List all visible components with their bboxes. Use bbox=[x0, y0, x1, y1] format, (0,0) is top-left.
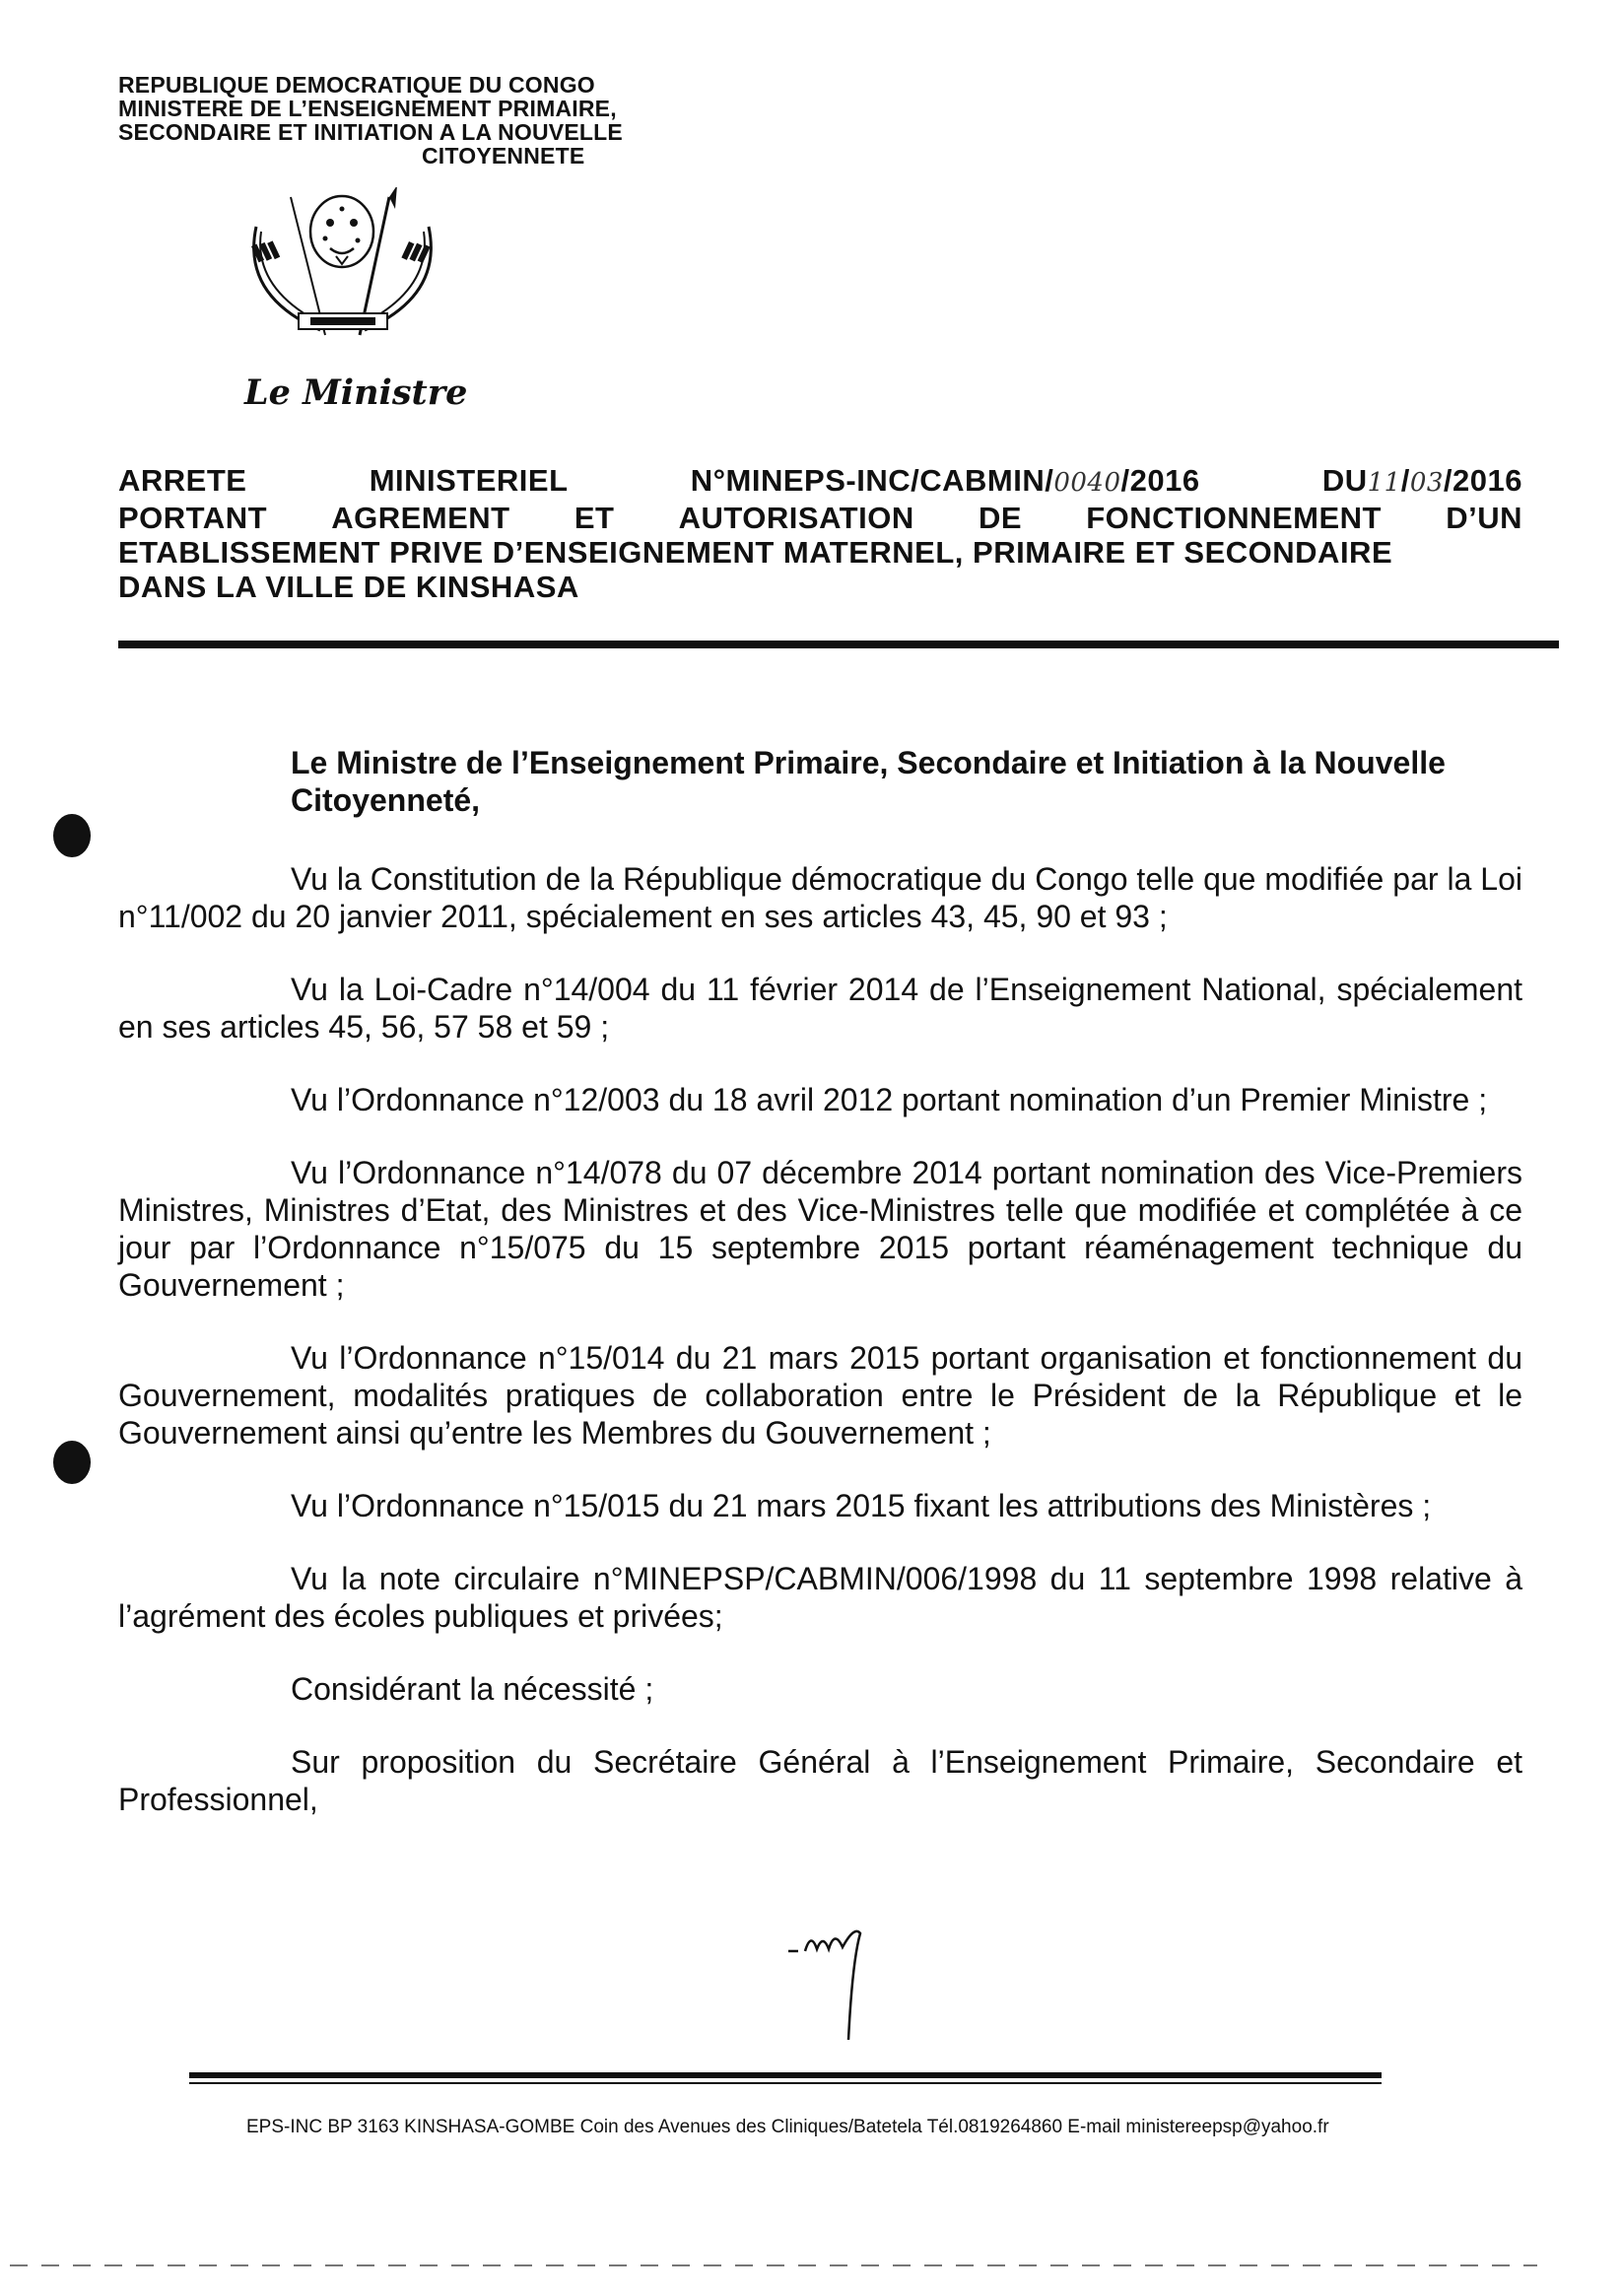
handwritten-number: 0040 bbox=[1053, 468, 1121, 498]
recital-paragraph: Vu la Loi-Cadre n°14/004 du 11 février 2014 de l’Enseignement National, spécialement en ses articles 45, 56, 57 58 et 59 ; bbox=[118, 972, 1522, 1045]
decree-number: N°MINEPS-INC/CABMIN/0040/2016 bbox=[690, 463, 1200, 498]
coat-of-arms-emblem bbox=[232, 187, 458, 355]
recital-paragraph: Vu l’Ordonnance n°12/003 du 18 avril 2012 portant nomination d’un Premier Ministre ; bbox=[291, 1082, 1488, 1117]
ministry-header bbox=[118, 73, 690, 168]
handwritten-initials bbox=[783, 1922, 882, 2050]
handwritten-month: 03 bbox=[1409, 468, 1444, 498]
header-line-country: REPUBLIQUE DEMOCRATIQUE DU CONGO bbox=[118, 72, 595, 98]
recital-paragraph: Vu l’Ordonnance n°15/015 du 21 mars 2015 fixant les attributions des Ministères ; bbox=[291, 1488, 1432, 1523]
recital-paragraph: Vu l’Ordonnance n°15/014 du 21 mars 2015 portant organisation et fonctionnement du Gouvernement, modalités pratiques de collaboration entre le Président de la République et le Gouvernement ainsi qu’entre les Membres du Gouvernement ; bbox=[118, 1340, 1522, 1451]
decree-date: DU11/03/2016 bbox=[1321, 463, 1522, 498]
recital-paragraph: Vu l’Ordonnance n°14/078 du 07 décembre 2014 portant nomination des Vice-Premiers Ministres, Ministres d’Etat, des Ministres et des Vice-Ministres telle que modifiée et complétée à ce jour par l’Ordonnance n°15/075 du 15 septembre 2015 portant réaménagement technique du Gouvernement ; bbox=[118, 1155, 1522, 1303]
title-word: ARRETE bbox=[118, 463, 247, 498]
footer-contact: EPS-INC BP 3163 KINSHASA-GOMBE Coin des Avenues des Cliniques/Batetela Tél.0819264860 E-mail ministereepsp@yahoo.fr bbox=[246, 2117, 1329, 2137]
title-word: MINISTERIEL bbox=[369, 463, 569, 498]
recital-paragraph: Vu la Constitution de la République démocratique du Congo telle que modifiée par la Loi n°11/002 du 20 janvier 2011, spécialement en ses articles 43, 45, 90 et 93 ; bbox=[118, 861, 1522, 934]
title-word: PORTANT bbox=[118, 501, 268, 535]
recital-paragraph: Vu la note circulaire n°MINEPSP/CABMIN/006/1998 du 11 septembre 1998 relative à l’agrément des écoles publiques et privées; bbox=[118, 1561, 1522, 1634]
minister-intro: Le Ministre de l’Enseignement Primaire, Secondaire et Initiation à la Nouvelle Citoyenneté, bbox=[291, 745, 1446, 818]
punch-hole-mark bbox=[53, 814, 91, 857]
title-line-4: DANS LA VILLE DE KINSHASA bbox=[118, 570, 579, 604]
minister-signature-title: Le Ministre bbox=[244, 372, 468, 413]
footer-rule-thin bbox=[189, 2082, 1382, 2084]
title-word: ET bbox=[574, 501, 615, 535]
header-line-ministry-cont: SECONDAIRE ET INITIATION A LA NOUVELLE bbox=[118, 119, 623, 145]
title-word: AUTORISATION bbox=[678, 501, 914, 535]
decree-body bbox=[118, 744, 1522, 1854]
title-word: AGREMENT bbox=[331, 501, 510, 535]
handwritten-day: 11 bbox=[1367, 468, 1401, 498]
header-line-ministry: MINISTERE DE L’ENSEIGNEMENT PRIMAIRE, bbox=[118, 96, 617, 121]
decree-title bbox=[118, 463, 1522, 604]
scan-edge-marks bbox=[0, 2262, 1621, 2268]
title-word: DE bbox=[978, 501, 1023, 535]
recital-paragraph: Sur proposition du Secrétaire Général à l’Enseignement Primaire, Secondaire et Professionnel, bbox=[118, 1744, 1522, 1817]
title-word: FONCTIONNEMENT bbox=[1086, 501, 1382, 535]
title-line-2 bbox=[118, 501, 1522, 535]
header-line-citizenship: CITOYENNETE bbox=[422, 143, 585, 169]
title-word: D’UN bbox=[1446, 501, 1522, 535]
footer-rule bbox=[189, 2072, 1382, 2078]
title-line-3: ETABLISSEMENT PRIVE D’ENSEIGNEMENT MATERNEL, PRIMAIRE ET SECONDAIRE bbox=[118, 535, 1393, 570]
punch-hole-mark bbox=[53, 1441, 91, 1484]
title-line-1 bbox=[118, 463, 1522, 501]
recital-paragraph: Considérant la nécessité ; bbox=[291, 1671, 654, 1707]
title-divider bbox=[118, 641, 1559, 648]
